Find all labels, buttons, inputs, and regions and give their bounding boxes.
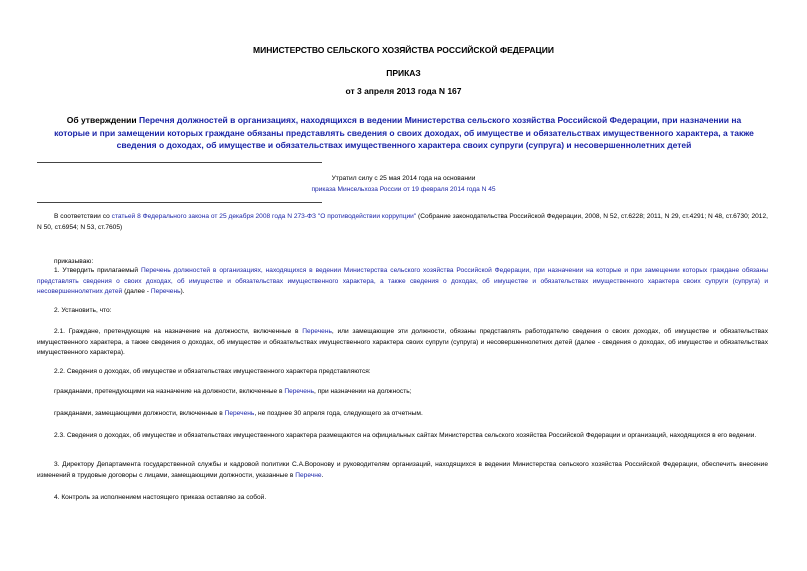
p21-prefix: 2.1. Граждане, претендующие на назначение на должности, включенные в xyxy=(54,328,303,335)
basis-suffix: (Собрание законодательства Российской Федерации, 2008, N 52, ст.6228; 2011, N 29, ст.4291; N 48, ст.6730; 2012, N 50, ст.6954; N 53, ст.7605) xyxy=(37,213,768,231)
p22a-list-link[interactable]: Перечень xyxy=(284,388,315,395)
separator-top xyxy=(37,162,322,163)
ministry-heading: МИНИСТЕРСТВО СЕЛЬСКОГО ХОЗЯЙСТВА РОССИЙСКОЙ ФЕДЕРАЦИИ xyxy=(253,45,554,55)
p21-suffix: , или замещающие эти должности, обязаны представлять работодателю сведения о своих доходах, об имуществе и обязательствах имущественного характера, а также сведения о доходах, об имуществе и обязательствах имущественного характера своих супруги (супруга) и несовершеннолетних детей (далее - сведения о доходах, об имуществе и обязательствах имущественного характера). xyxy=(37,328,769,357)
document-title xyxy=(48,114,760,152)
p1-end: ). xyxy=(180,288,185,296)
p1-prefix: 1. Утвердить прилагаемый xyxy=(54,267,141,274)
document-type: ПРИКАЗ xyxy=(386,68,421,78)
status-repeal-link[interactable]: приказа Минсельхоза России от 19 февраля 2014 года N 45 xyxy=(311,186,496,193)
paragraph-2 xyxy=(37,306,768,317)
paragraph-2-1 xyxy=(37,327,768,359)
p22b-list-link[interactable]: Перечень xyxy=(224,410,255,417)
separator-bottom xyxy=(37,202,322,203)
status-note: Утратил силу с 25 мая 2014 года на основании xyxy=(331,175,476,182)
p22b-suffix: , не позднее 30 апреля года, следующего за отчетным. xyxy=(254,410,423,417)
p2-text: 2. Установить, что: xyxy=(54,307,112,314)
paragraph-3 xyxy=(37,460,768,481)
p3-suffix: . xyxy=(321,471,324,479)
title-prefix: Об утверждении xyxy=(66,115,139,125)
title-link[interactable]: Перечня должностей в организациях, находящихся в ведении Министерства сельского хозяйства Российской Федерации, при назначении на которые и при замещении которых граждане обязаны представлять сведения о своих доходах, об имуществе и обязательствах имущественного характера, а также сведения о доходах, об имуществе и обязательствах имущественного характера своих супруги (супруга) и несовершеннолетних детей xyxy=(54,115,754,150)
basis-prefix: В соответствии со xyxy=(54,213,112,220)
paragraph-1 xyxy=(37,266,768,298)
list-link[interactable]: Перечень должностей в организациях, находящихся в ведении Министерства сельского хозяйства Российской Федерации, при назначении на которые и при замещении которых граждане обязаны представлять сведения о своих доходах, об имуществе и обязательствах имущественного характера, а также сведения о доходах, об имуществе и обязательствах имущественного характера своих супруги (супруга) и несовершеннолетних детей xyxy=(37,267,768,296)
paragraph-basis xyxy=(37,212,768,233)
p22-text: 2.2. Сведения о доходах, об имуществе и обязательствах имущественного характера представляются: xyxy=(54,368,371,375)
document-date-number: от 3 апреля 2013 года N 167 xyxy=(345,86,462,96)
p21-list-link[interactable]: Перечень xyxy=(302,328,332,335)
paragraph-4 xyxy=(37,493,768,504)
p1-mid: (далее - xyxy=(122,288,151,296)
p22a-suffix: , при назначении на должность; xyxy=(314,388,412,395)
paragraph-2-3 xyxy=(37,431,768,442)
p22a-prefix: гражданами, претендующими на назначение на должности, включенные в xyxy=(54,388,285,395)
p3-prefix: 3. Директору Департамента государственной службы и кадровой политики С.А.Воронову и руководителям организаций, находящихся в ведении Министерства сельского хозяйства Российской Федерации, обеспечить внесение изменений в трудовые договоры с лицами, замещающими должности, указанные в xyxy=(37,461,768,479)
p3-list-link[interactable]: Перечне xyxy=(295,471,322,479)
p4-text: 4. Контроль за исполнением настоящего приказа оставляю за собой. xyxy=(54,494,267,501)
federal-law-link[interactable]: статьей 8 Федерального закона от 25 декабря 2008 года N 273-ФЗ "О противодействии коррупции" xyxy=(111,213,417,220)
paragraph-2-2-b xyxy=(37,409,768,420)
paragraph-2-2 xyxy=(37,367,768,378)
list-short-link[interactable]: Перечень xyxy=(150,288,181,296)
p22b-prefix: гражданами, замещающими должности, включенные в xyxy=(54,410,225,417)
p23-text: 2.3. Сведения о доходах, об имуществе и обязательствах имущественного характера размещаются на официальных сайтах Министерства сельского хозяйства Российской Федерации и организаций, находящихся в его ведении. xyxy=(54,432,757,439)
orders-text: приказываю: xyxy=(54,258,94,265)
paragraph-2-2-a xyxy=(37,387,768,398)
